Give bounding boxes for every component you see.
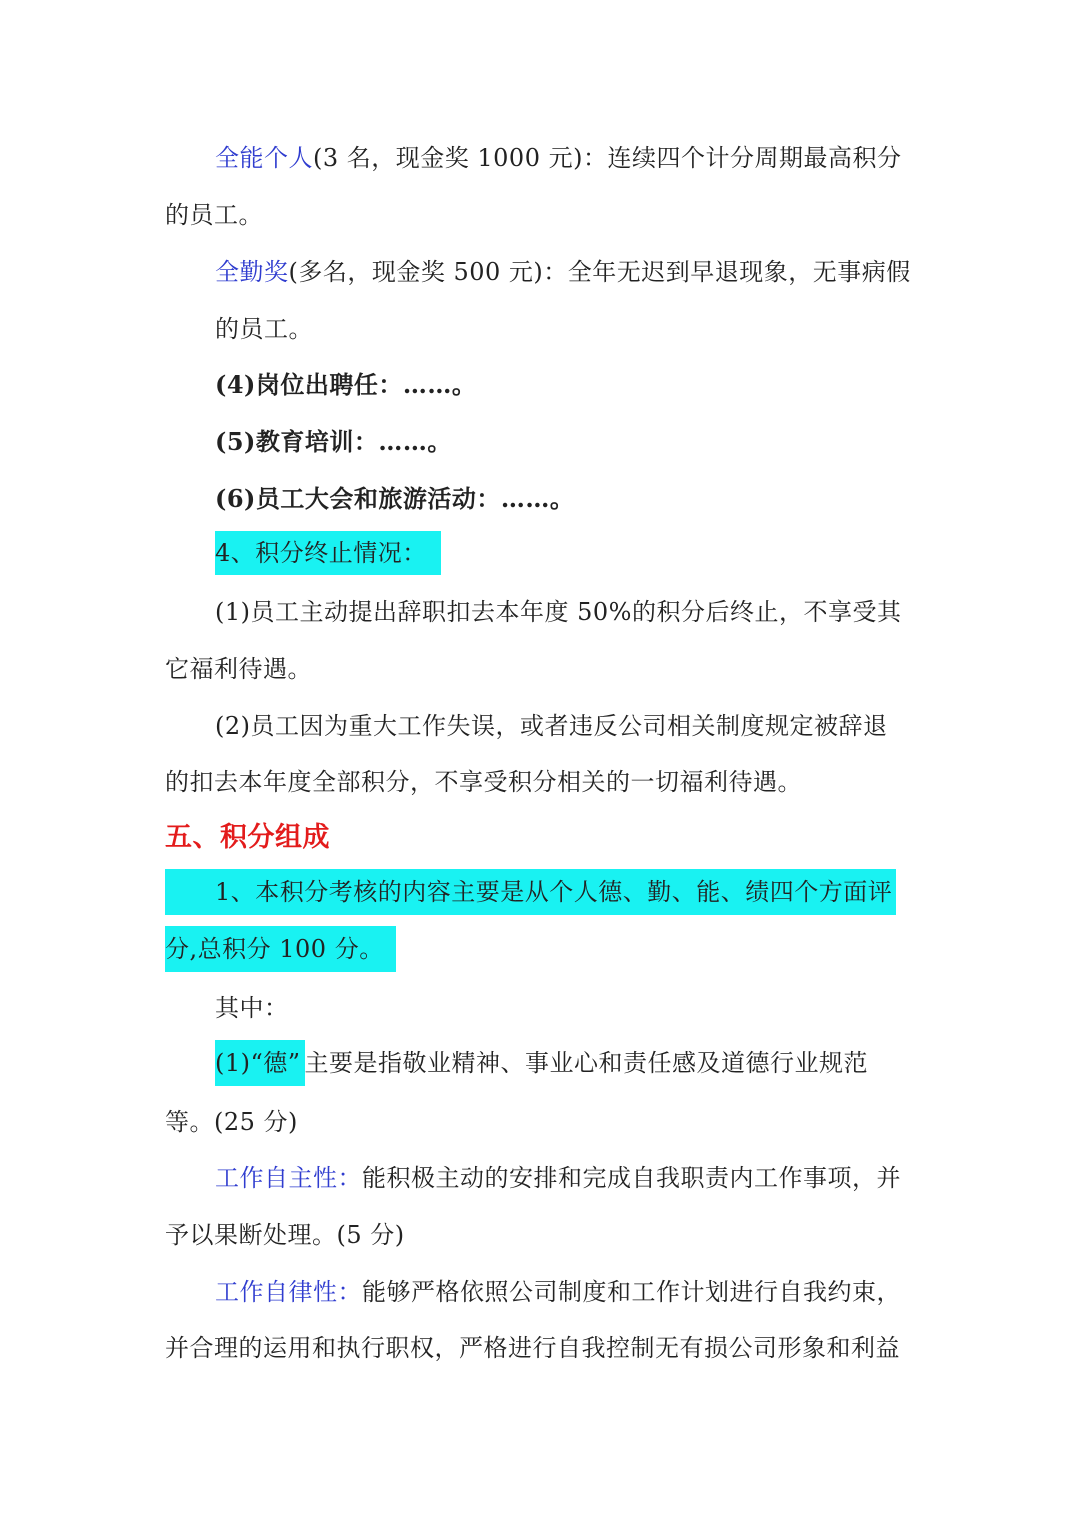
termination-heading: 4、积分终止情况：	[215, 531, 441, 575]
discipline-line2: 并合理的运用和执行职权，严格进行自我控制无有损公司形象和利益	[165, 1334, 900, 1362]
autonomy-line2: 予以果断处理。(5 分)	[165, 1221, 405, 1249]
award-attendance-text: (多名，现金奖 500 元)：全年无迟到早退现象，无事病假	[288, 258, 911, 286]
termination-p2-line1: (2)员工因为重大工作失误，或者违反公司相关制度规定被辞退	[215, 712, 888, 740]
section-title: 五、积分组成	[165, 822, 330, 853]
de-line2: 等。(25 分)	[165, 1108, 298, 1136]
de-line1	[215, 1040, 868, 1086]
discipline-text: 能够严格依照公司制度和工作计划进行自我约束，	[362, 1278, 901, 1306]
termination-p1-line2: 它福利待遇。	[165, 655, 312, 683]
list-item: (6)员工大会和旅游活动：……。	[215, 484, 575, 513]
award-allround-text: (3 名，现金奖 1000 元)：连续四个计分周期最高积分	[313, 144, 902, 172]
termination-heading-wrap	[215, 531, 441, 575]
list-item: (4)岗位出聘任：……。	[215, 370, 477, 399]
autonomy-label: 工作自主性：	[215, 1164, 362, 1192]
discipline-line1	[215, 1274, 901, 1310]
among-text: 其中：	[215, 994, 289, 1022]
award-attendance-line1	[215, 254, 911, 290]
autonomy-line1	[215, 1160, 901, 1196]
de-label: (1)“德”	[215, 1040, 305, 1086]
section5-p1-line2: 分,总积分 100 分。	[165, 926, 396, 972]
discipline-label: 工作自律性：	[215, 1278, 362, 1306]
de-text: 主要是指敬业精神、事业心和责任感及道德行业规范	[304, 1049, 869, 1077]
award-allround-line2: 的员工。	[165, 201, 263, 229]
autonomy-text: 能积极主动的安排和完成自我职责内工作事项，并	[362, 1164, 901, 1192]
section5-p1-line2-wrap	[165, 926, 396, 972]
award-allround-line1	[215, 140, 901, 176]
award-allround-label: 全能个人	[215, 144, 313, 172]
list-item: (5)教育培训：……。	[215, 427, 452, 456]
award-attendance-line2: 的员工。	[215, 315, 313, 343]
section5-p1-line1-wrap	[165, 869, 896, 915]
termination-p2-line2: 的扣去本年度全部积分，不享受积分相关的一切福利待遇。	[165, 768, 802, 796]
award-attendance-label: 全勤奖	[215, 258, 289, 286]
section5-p1-line1: 1、本积分考核的内容主要是从个人德、勤、能、绩四个方面评	[165, 869, 896, 915]
termination-p1-line1: (1)员工主动提出辞职扣去本年度 50%的积分后终止，不享受其	[215, 598, 902, 626]
